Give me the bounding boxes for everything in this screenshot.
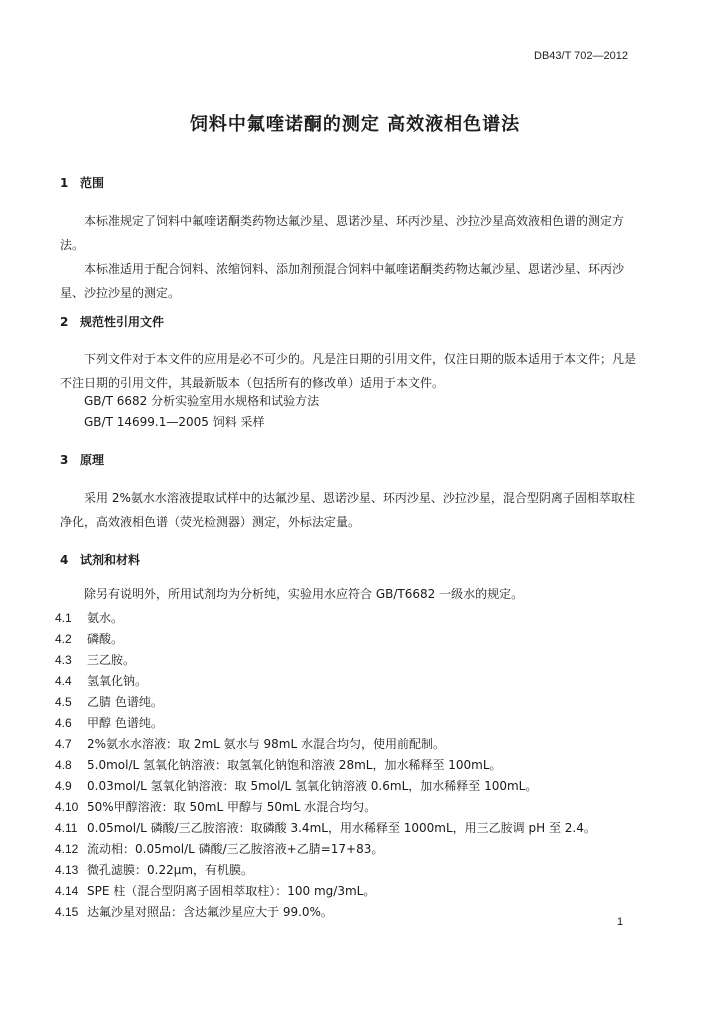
list-item: 4.11 0.05mol/L 磷酸/三乙胺溶液：取磷酸 3.4mL，用水稀释至 1000mL，用三乙胺调 pH 至 2.4。: [55, 821, 596, 835]
section-title: 试剂和材料: [80, 553, 141, 567]
list-item: 4.6 甲醇 色谱纯。: [55, 716, 163, 730]
section-number: 1: [60, 176, 69, 190]
section-1-heading: [60, 174, 104, 191]
section-title: 原理: [80, 453, 105, 467]
page-number: 1: [617, 916, 624, 928]
document-title: 饲料中氟喹诺酮的测定 高效液相色谱法: [189, 114, 521, 135]
section-2-paragraph-1: 下列文件对于本文件的应用是必不可少的。凡是注日期的引用文件，仅注日期的版本适用于本文件；凡是不注日期的引用文件，其最新版本（包括所有的修改单）适用于本文件。: [60, 352, 637, 390]
list-item: 4.15 达氟沙星对照品：含达氟沙星应大于 99.0%。: [55, 905, 333, 919]
section-1-paragraph-1: 本标准规定了饲料中氟喹诺酮类药物达氟沙星、恩诺沙星、环丙沙星、沙拉沙星高效液相色谱的测定方法。: [60, 214, 625, 252]
section-title: 范围: [80, 176, 105, 190]
list-item: 4.5 乙腈 色谱纯。: [55, 695, 163, 709]
list-item: 4.3 三乙胺。: [55, 653, 136, 667]
section-number: 2: [60, 315, 69, 329]
list-item: 4.13 微孔滤膜：0.22μm，有机膜。: [55, 863, 254, 877]
section-number: 3: [60, 453, 69, 467]
list-item: 4.2 磷酸。: [55, 632, 124, 646]
list-item: 4.7 2%氨水水溶液：取 2mL 氨水与 98mL 水混合均匀，使用前配制。: [55, 737, 445, 751]
section-4-heading: [60, 551, 140, 568]
list-item: 4.14 SPE 柱（混合型阴离子固相萃取柱）：100 mg/3mL。: [55, 884, 376, 898]
list-item: 4.1 氨水。: [55, 611, 124, 625]
list-item: 4.10 50%甲醇溶液：取 50mL 甲醇与 50mL 水混合均匀。: [55, 800, 377, 814]
section-3-heading: [60, 451, 104, 468]
list-item: 4.9 0.03mol/L 氢氧化钠溶液：取 5mol/L 氢氧化钠溶液 0.6mL，加水稀释至 100mL。: [55, 779, 538, 793]
section-number: 4: [60, 553, 69, 567]
section-2-heading: [60, 313, 164, 330]
standard-code: DB43/T 702—2012: [534, 50, 628, 62]
section-3-paragraph-1: 采用 2%氨水水溶液提取试样中的达氟沙星、恩诺沙星、环丙沙星、沙拉沙星，混合型阴离子固相萃取柱净化，高效液相色谱（荧光检测器）测定，外标法定量。: [60, 491, 635, 529]
section-title: 规范性引用文件: [80, 315, 165, 329]
section-4-intro: 除另有说明外，所用试剂均为分析纯，实验用水应符合 GB/T6682 一级水的规定。: [84, 587, 524, 601]
section-1-paragraph-2: 本标准适用于配合饲料、浓缩饲料、添加剂预混合饲料中氟喹诺酮类药物达氟沙星、恩诺沙星、环丙沙星、沙拉沙星的测定。: [60, 262, 625, 300]
reference-1: GB/T 6682 分析实验室用水规格和试验方法: [84, 394, 320, 408]
list-item: 4.12 流动相：0.05mol/L 磷酸/三乙胺溶液+乙腈=17+83。: [55, 842, 384, 856]
reference-2: GB/T 14699.1—2005 饲料 采样: [84, 415, 265, 429]
list-item: 4.4 氢氧化钠。: [55, 674, 148, 688]
list-item: 4.8 5.0mol/L 氢氧化钠溶液：取氢氧化钠饱和溶液 28mL，加水稀释至 100mL。: [55, 758, 502, 772]
